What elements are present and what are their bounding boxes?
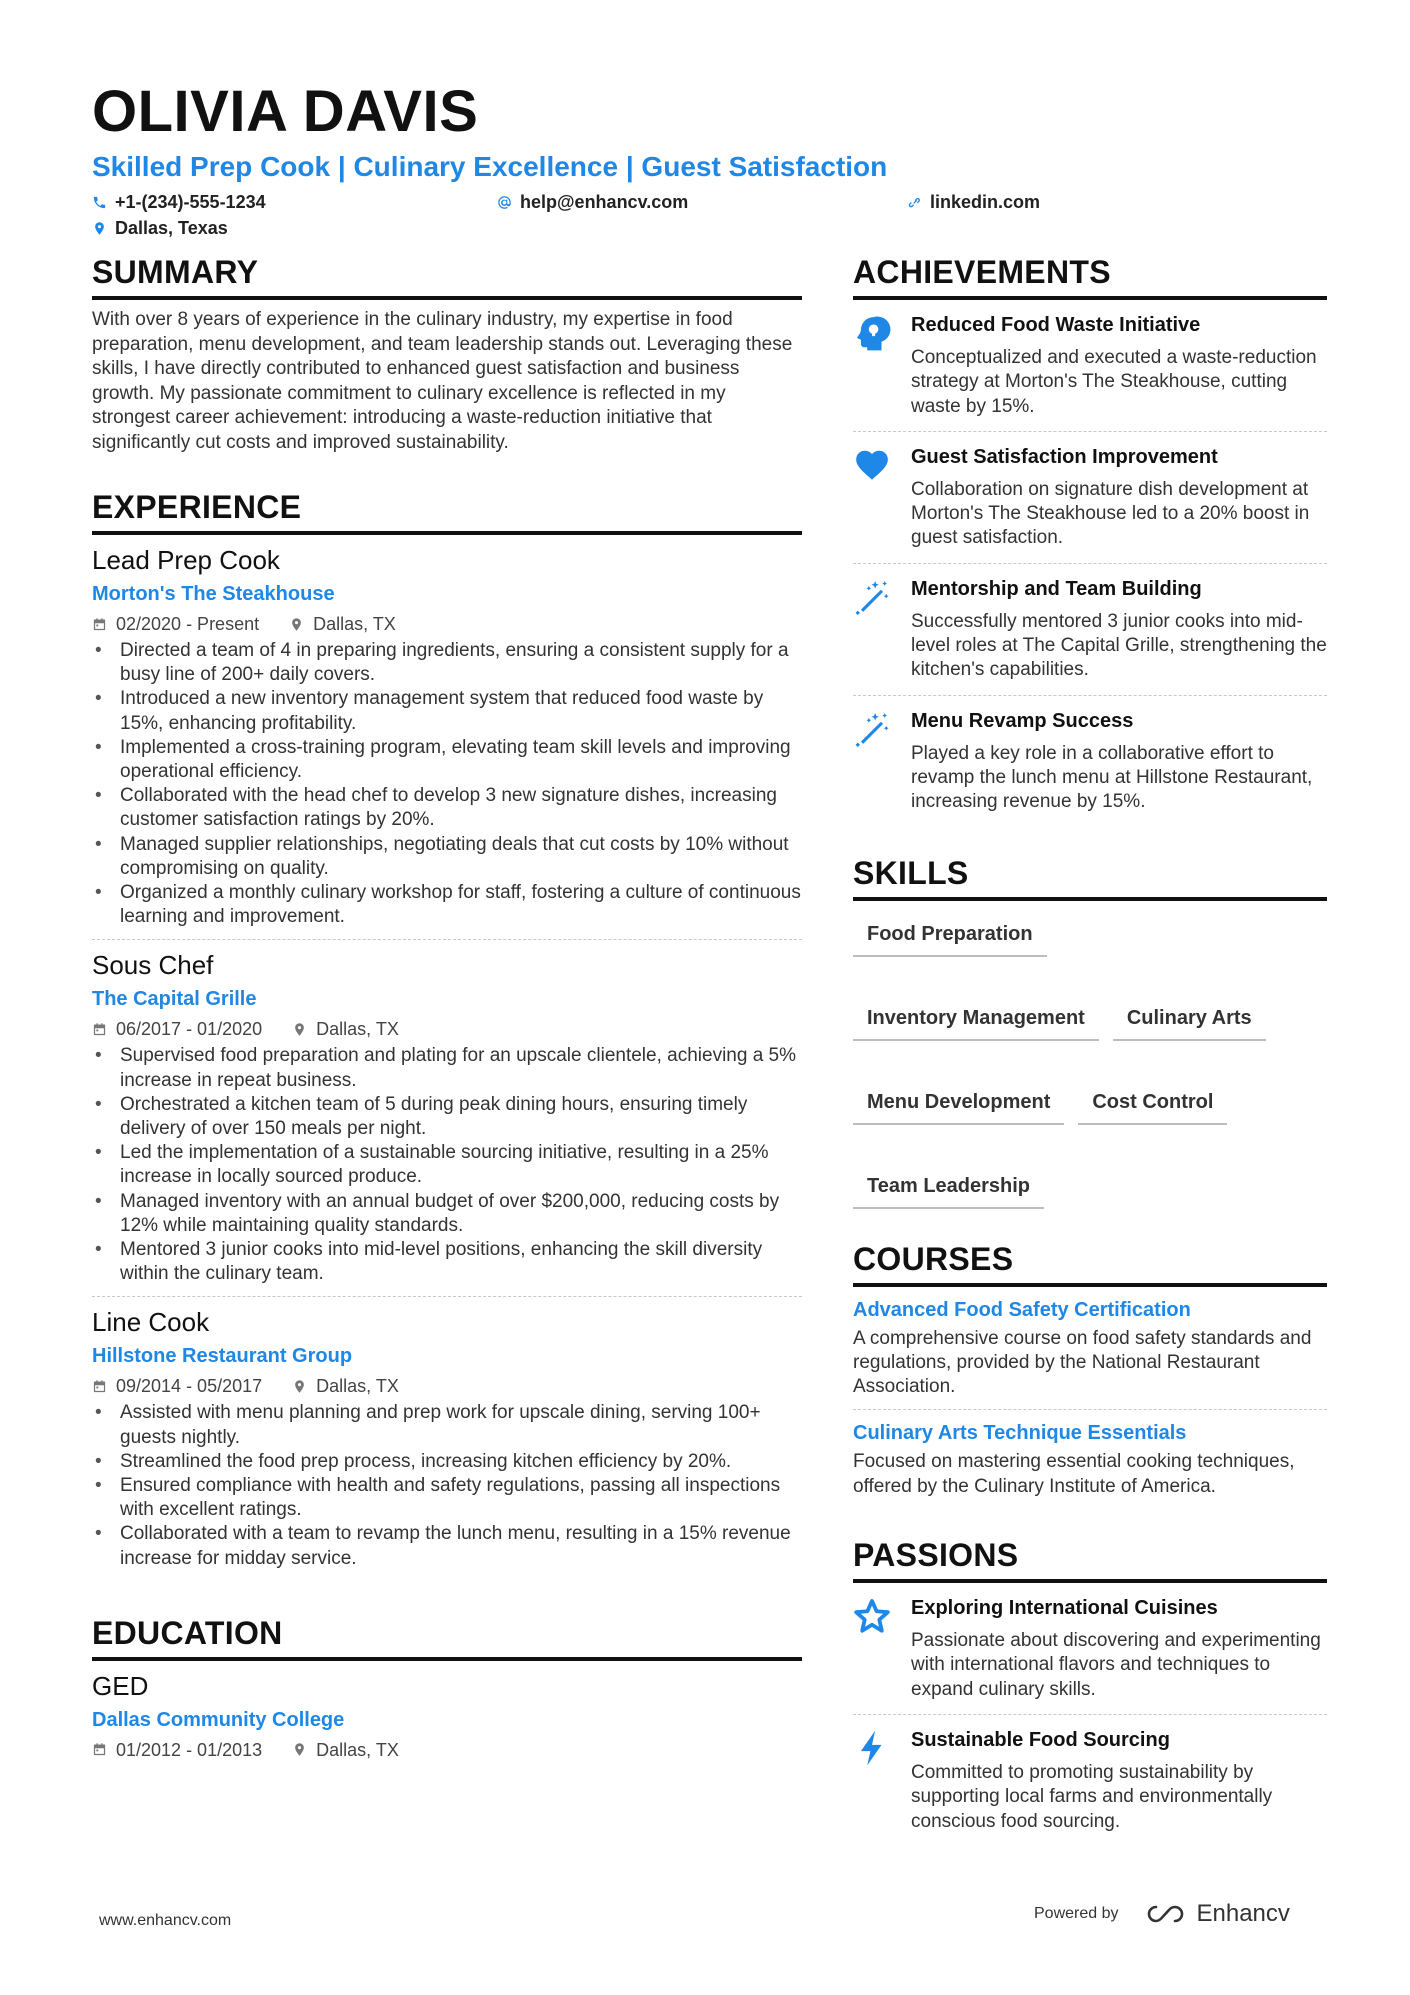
passion-list — [853, 1583, 1327, 1846]
education-dates — [92, 1739, 262, 1761]
course-item — [853, 1287, 1327, 1411]
job-dates-text: 06/2017 - 01/2020 — [116, 1019, 263, 1040]
job-bullet: • Introduced a new inventory management system that reduced food waste by 15%, enhancing profitability. — [92, 687, 802, 735]
magic-wand-icon — [853, 710, 891, 748]
phone-icon — [92, 195, 107, 210]
job-dates — [92, 613, 259, 635]
education-degree: GED — [92, 1670, 149, 1701]
achievements-heading: ACHIEVEMENTS — [853, 252, 1327, 300]
job-location-text: Dallas, TX — [316, 1019, 399, 1040]
passion-desc: Committed to promoting sustainability by supporting local farms and environmentally conscious food sourcing. — [911, 1761, 1273, 1832]
job-title: Line Cook — [92, 1307, 210, 1338]
passion-title: Exploring International Cuisines — [911, 1597, 1218, 1620]
achievement-item — [853, 300, 1327, 432]
job-bullet: • Managed supplier relationships, negotiating deals that cut costs by 10% without compromising on quality. — [92, 833, 802, 881]
achievement-body — [911, 444, 1327, 551]
job-bullet: • Collaborated with a team to revamp the lunch menu, resulting in a 15% revenue increase for midday service. — [92, 1522, 802, 1570]
footer-branding — [1034, 1900, 1290, 1928]
job-location — [292, 1018, 399, 1040]
achievement-body — [911, 312, 1327, 419]
job-meta — [92, 613, 802, 635]
achievement-list — [853, 300, 1327, 827]
achievement-desc: Played a key role in a collaborative effort to revamp the lunch menu at Hillstone Restaurant, increasing revenue by 15%. — [911, 742, 1313, 813]
course-list — [853, 1287, 1327, 1509]
achievements-section — [853, 252, 1327, 827]
resume-header — [92, 80, 1332, 244]
lightning-icon — [853, 1729, 891, 1767]
job-bullet: • Ensured compliance with health and safety regulations, passing all inspections with excellent ratings. — [92, 1474, 802, 1522]
passion-title: Sustainable Food Sourcing — [911, 1728, 1170, 1751]
skill-tag: Menu Development — [853, 1089, 1064, 1125]
course-title: Advanced Food Safety Certification — [853, 1298, 1191, 1321]
job-entry — [92, 535, 802, 940]
contact-info — [92, 188, 1332, 244]
skill-list — [853, 921, 1327, 1209]
achievement-desc: Collaboration on signature dish development at Morton's The Steakhouse led to a 20% boost in guest satisfaction. — [911, 478, 1310, 549]
courses-section — [853, 1239, 1327, 1509]
job-bullet: • Streamlined the food prep process, increasing kitchen efficiency by 20%. — [92, 1450, 802, 1474]
phone-text: +1-(234)-555-1234 — [115, 192, 266, 212]
job-dates — [92, 1375, 262, 1397]
education-location-text: Dallas, TX — [316, 1739, 399, 1760]
job-company: Morton's The Steakhouse — [92, 583, 335, 605]
achievement-icon-wrap — [853, 312, 895, 419]
skill-tag: Team Leadership — [853, 1173, 1044, 1209]
right-column — [853, 252, 1327, 1872]
passion-body — [911, 1727, 1327, 1834]
achievement-title: Mentorship and Team Building — [911, 577, 1202, 600]
skill-tag: Culinary Arts — [1113, 1005, 1266, 1041]
skills-section — [853, 853, 1327, 1209]
job-entry — [92, 1297, 802, 1580]
job-dates-text: 09/2014 - 05/2017 — [116, 1376, 263, 1397]
link-icon — [907, 195, 922, 210]
job-dates — [92, 1018, 262, 1040]
skill-tag: Food Preparation — [853, 921, 1047, 957]
passion-icon-wrap — [853, 1595, 895, 1702]
job-bullet: • Led the implementation of a sustainable sourcing initiative, resulting in a 25% increase in locally sourced produce. — [92, 1141, 802, 1189]
job-location-text: Dallas, TX — [316, 1376, 399, 1397]
passions-section — [853, 1535, 1327, 1846]
job-company: The Capital Grille — [92, 988, 257, 1011]
job-bullet: • Managed inventory with an annual budget of over $200,000, reducing costs by 12% while maintaining quality standards. — [92, 1190, 802, 1238]
calendar-icon — [92, 1022, 107, 1037]
course-title: Culinary Arts Technique Essentials — [853, 1422, 1187, 1445]
contact-location — [92, 216, 228, 240]
job-bullets — [92, 639, 802, 929]
education-heading: EDUCATION — [92, 1613, 802, 1661]
powered-by-text: Powered by — [1034, 1905, 1119, 1922]
summary-text: With over 8 years of experience in the culinary industry, my expertise in food preparation, menu development, and team leadership stands out. Leveraging these skills, I have directly contributed to enhanced guest satisfaction and business growth. My passionate commitment to culinary excellence is reflected in my strongest career achievement: introducing a waste-reduction initiative that significantly cut costs and improved sustainability. — [92, 309, 793, 453]
achievement-icon-wrap — [853, 576, 895, 683]
courses-heading: COURSES — [853, 1239, 1327, 1287]
passion-item — [853, 1583, 1327, 1715]
job-bullet: • Supervised food preparation and plating for an upscale clientele, achieving a 5% increase in repeat business. — [92, 1044, 802, 1092]
education-entry — [92, 1661, 802, 1771]
job-location-text: Dallas, TX — [313, 614, 396, 634]
passion-item — [853, 1715, 1327, 1846]
location-pin-icon — [289, 617, 304, 632]
job-location — [292, 1375, 399, 1397]
location-pin-icon — [92, 221, 107, 236]
location-pin-icon — [292, 1379, 307, 1394]
job-meta — [92, 1375, 802, 1397]
head-icon — [853, 314, 891, 352]
job-bullet: • Collaborated with the head chef to develop 3 new signature dishes, increasing customer satisfaction ratings by 20%. — [92, 784, 802, 832]
job-location — [289, 613, 396, 635]
candidate-name: OLIVIA DAVIS — [92, 79, 479, 144]
job-bullet: • Orchestrated a kitchen team of 5 during peak dining hours, ensuring timely delivery of over 150 meals per night. — [92, 1093, 802, 1141]
experience-section — [92, 487, 802, 1581]
education-section — [92, 1613, 802, 1771]
achievement-desc: Conceptualized and executed a waste-reduction strategy at Morton's The Steakhouse, cutting waste by 15%. — [911, 347, 1317, 417]
candidate-tagline: Skilled Prep Cook | Culinary Excellence | Guest Satisfaction — [92, 151, 888, 182]
job-bullets — [92, 1044, 802, 1286]
education-location — [292, 1739, 399, 1761]
skills-heading: SKILLS — [853, 853, 1327, 901]
achievement-item — [853, 696, 1327, 827]
job-meta — [92, 1018, 802, 1040]
location-text: Dallas, Texas — [115, 218, 228, 238]
summary-heading: SUMMARY — [92, 252, 802, 300]
passions-heading: PASSIONS — [853, 1535, 1327, 1583]
location-pin-icon — [292, 1742, 307, 1757]
achievement-desc: Successfully mentored 3 junior cooks into mid-level roles at The Capital Grille, strengthening the kitchen's capabilities. — [911, 610, 1327, 681]
footer-website[interactable]: www.enhancv.com — [99, 1912, 232, 1929]
job-bullet: • Assisted with menu planning and prep work for upscale dining, serving 100+ guests nightly. — [92, 1401, 802, 1449]
achievement-title: Reduced Food Waste Initiative — [911, 314, 1201, 336]
passion-desc: Passionate about discovering and experimenting with international flavors and techniques to expand culinary skills. — [911, 1630, 1321, 1700]
summary-section — [92, 252, 802, 455]
education-meta — [92, 1739, 802, 1761]
achievement-body — [911, 576, 1327, 683]
job-entry — [92, 940, 802, 1297]
star-icon — [853, 1597, 891, 1635]
skill-tag: Cost Control — [1078, 1089, 1227, 1125]
achievement-icon-wrap — [853, 444, 895, 551]
achievement-title: Menu Revamp Success — [911, 709, 1134, 732]
achievement-icon-wrap — [853, 708, 895, 815]
job-dates-text: 02/2020 - Present — [116, 614, 260, 634]
job-list — [92, 535, 802, 1581]
linkedin-text: linkedin.com — [930, 192, 1041, 212]
contact-linkedin[interactable] — [907, 190, 1040, 214]
calendar-icon — [92, 1742, 107, 1757]
passion-body — [911, 1595, 1327, 1702]
brand-name: Enhancv — [1196, 1900, 1290, 1927]
job-bullet: • Organized a monthly culinary workshop for staff, fostering a culture of continuous learning and improvement. — [92, 881, 802, 929]
contact-email[interactable] — [497, 190, 688, 214]
skill-tag: Inventory Management — [853, 1005, 1099, 1041]
magic-wand-icon — [853, 578, 891, 616]
left-column — [92, 252, 802, 1797]
job-title: Sous Chef — [92, 950, 214, 981]
achievement-item — [853, 432, 1327, 564]
education-school: Dallas Community College — [92, 1708, 345, 1731]
job-bullets — [92, 1401, 802, 1570]
achievement-item — [853, 564, 1327, 696]
education-dates-text: 01/2012 - 01/2013 — [116, 1739, 263, 1760]
job-bullet: • Mentored 3 junior cooks into mid-level positions, enhancing the skill diversity within the culinary team. — [92, 1238, 802, 1286]
location-pin-icon — [292, 1022, 307, 1037]
experience-heading: EXPERIENCE — [92, 487, 802, 535]
email-text: help@enhancv.com — [520, 192, 689, 212]
course-desc: A comprehensive course on food safety standards and regulations, provided by the National Restaurant Association. — [853, 1327, 1312, 1398]
enhancv-logo-icon — [1143, 1902, 1189, 1926]
brand-logo[interactable] — [1143, 1900, 1290, 1928]
course-desc: Focused on mastering essential cooking techniques, offered by the Culinary Institute of America. — [853, 1451, 1295, 1497]
achievement-title: Guest Satisfaction Improvement — [911, 445, 1218, 468]
job-title: Lead Prep Cook — [92, 545, 280, 575]
at-icon — [497, 195, 512, 210]
achievement-body — [911, 708, 1327, 815]
contact-phone[interactable] — [92, 190, 266, 214]
job-bullet: • Implemented a cross-training program, elevating team skill levels and improving operational efficiency. — [92, 736, 802, 784]
heart-icon — [853, 446, 891, 484]
job-company: Hillstone Restaurant Group — [92, 1345, 353, 1368]
course-item — [853, 1410, 1327, 1509]
calendar-icon — [92, 1379, 107, 1394]
passion-icon-wrap — [853, 1727, 895, 1834]
job-bullet: • Directed a team of 4 in preparing ingredients, ensuring a consistent supply for a busy line of 200+ daily covers. — [92, 639, 802, 687]
calendar-icon — [92, 617, 107, 632]
